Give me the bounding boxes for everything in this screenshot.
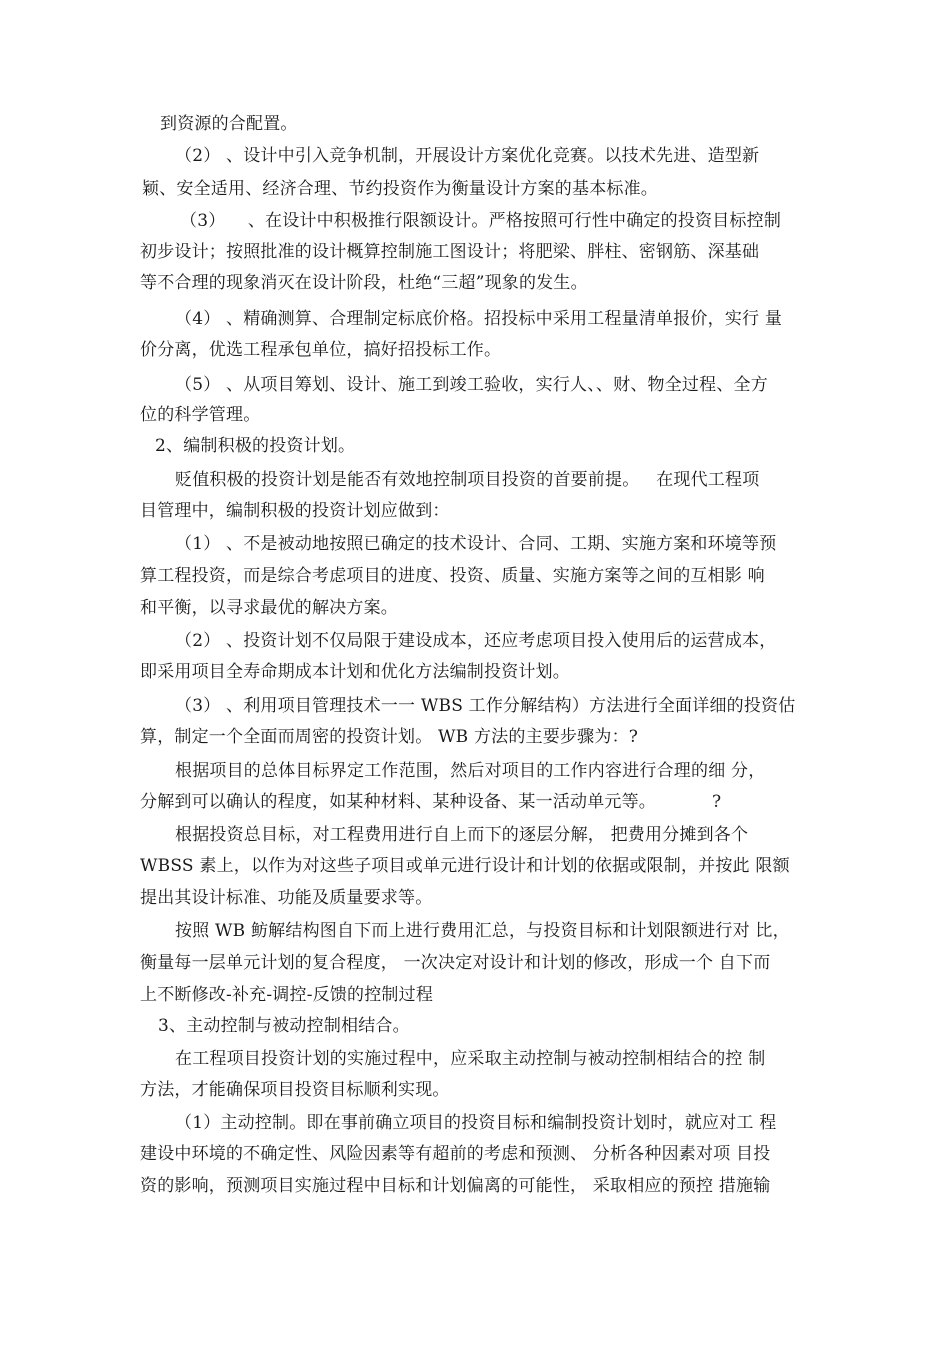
section-heading: 3、主动控制与被动控制相结合。 — [158, 1016, 410, 1036]
text-line: 目管理中，编制积极的投资计划应做到： — [140, 501, 450, 521]
text-line: 贬值积极的投资计划是能否有效地控制项目投资的首要前提。 在现代工程项 — [175, 470, 760, 490]
text-line: 等不合理的现象消灭在设计阶段，杜绝“三超”现象的发生。 — [140, 273, 588, 293]
text-line: 分解到可以确认的程度，如某种材料、某种设备、某一活动单元等。 ? — [140, 792, 722, 812]
text-line: 资的影响，预测项目实施过程中目标和计划偏离的可能性， 采取相应的预控 措施输 — [140, 1176, 771, 1196]
text-line: 根据项目的总体目标界定工作范围，然后对项目的工作内容进行合理的细 分， — [175, 761, 766, 781]
text-line: 建设中环境的不确定性、风险因素等有超前的考虑和预测、 分析各种因素对项 目投 — [140, 1144, 771, 1164]
text-line: 方法，才能确保项目投资目标顺利实现。 — [140, 1080, 450, 1100]
text-line: （3） 、在设计中积极推行限额设计。严格按照可行性中确定的投资目标控制 — [180, 211, 782, 231]
text-line: 在工程项目投资计划的实施过程中，应采取主动控制与被动控制相结合的控 制 — [175, 1049, 766, 1069]
text-line: （1）主动控制。即在事前确立项目的投资目标和编制投资计划时，就应对工 程 — [175, 1113, 777, 1133]
text-line: （3） 、利用项目管理技术一一 WBS 工作分解结构）方法进行全面详细的投资估 — [175, 696, 796, 716]
text-line: 衡量每一层单元计划的复合程度， 一次决定对设计和计划的修改，形成一个 自下而 — [140, 953, 771, 973]
text-line: 价分离，优选工程承包单位，搞好招投标工作。 — [140, 340, 502, 360]
text-line: 算工程投资，而是综合考虑项目的进度、投资、质量、实施方案等之间的互相影 响 — [140, 566, 765, 586]
text-line: 位的科学管理。 — [140, 405, 261, 425]
text-line: 算，制定一个全面而周密的投资计划。 WB 方法的主要步骤为：? — [140, 727, 639, 747]
text-line: 提出其设计标准、功能及质量要求等。 — [140, 888, 433, 908]
text-line: 颖、安全适用、经济合理、节约投资作为衡量设计方案的基本标准。 — [142, 179, 658, 199]
text-line: （2） 、投资计划不仅局限于建设成本，还应考虑项目投入使用后的运营成本， — [175, 631, 777, 651]
text-line: 即采用项目全寿命期成本计划和优化方法编制投资计划。 — [140, 662, 570, 682]
text-line: （5） 、从项目筹划、设计、施工到竣工验收，实行人、、财、物全过程、全方 — [175, 375, 768, 395]
text-line: 根据投资总目标，对工程费用进行自上而下的逐层分解， 把费用分摊到各个 — [175, 825, 749, 845]
text-line: 到资源的合配置。 — [160, 114, 298, 134]
text-line: WBSS 素上，以作为对这些子项目或单元进行设计和计划的依据或限制，并按此 限额 — [140, 856, 790, 876]
text-line: 按照 WB 鲂解结构图自下而上进行费用汇总，与投资目标和计划限额进行对 比， — [175, 921, 790, 941]
text-line: 和平衡，以寻求最优的解决方案。 — [140, 598, 398, 618]
text-line: 初步设计；按照批准的设计概算控制施工图设计；将肥梁、胖柱、密钢筋、深基础 — [140, 242, 760, 262]
text-line: （4） 、精确测算、合理制定标底价格。招投标中采用工程量清单报价，实行 量 — [175, 309, 783, 329]
section-heading: 2、编制积极的投资计划。 — [155, 436, 356, 456]
text-line: 上不断修改-补充-调控-反馈的控制过程 — [140, 985, 434, 1005]
text-line: （1） 、不是被动地按照已确定的技术设计、合同、工期、实施方案和环境等预 — [175, 534, 777, 554]
text-line: （2） 、设计中引入竞争机制，开展设计方案优化竞赛。以技术先进、造型新 — [175, 146, 760, 166]
